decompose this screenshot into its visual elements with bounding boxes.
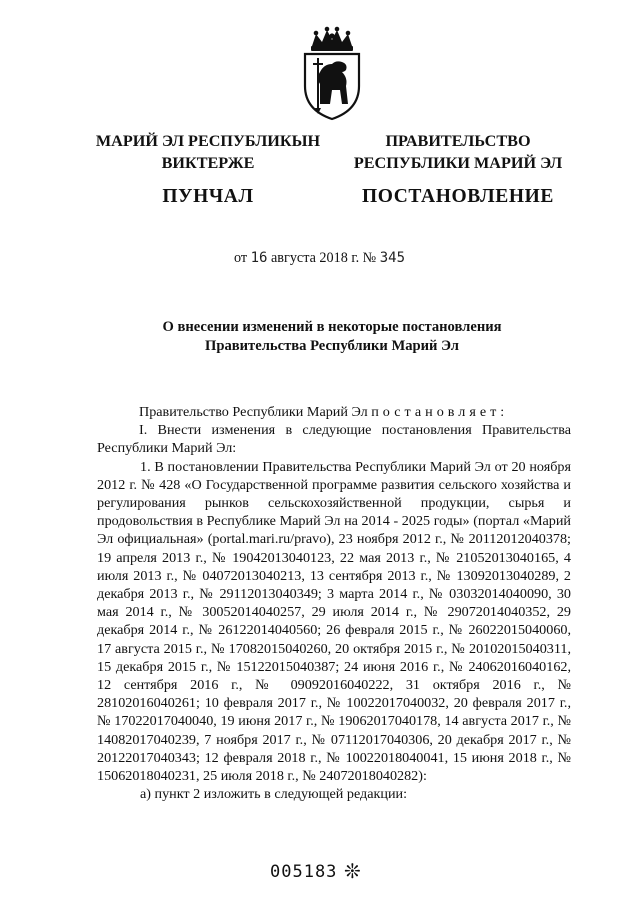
header-right-title: ПОСТАНОВЛЕНИЕ (361, 186, 555, 207)
subject-line2: Правительства Республики Марий Эл (205, 338, 459, 354)
body-intro-verb: постановляет: (371, 404, 509, 420)
header-left-title: ПУНЧАЛ (162, 186, 254, 207)
body-item-1-1: 1. В постановлении Правительства Республики Марий Эл от 20 ноября 2012 г. № 428 «О Государственной программе развития сельского хозяйства и регулирования рынков сельскохозяйственной продукции, сырья и продовольствия в Республике Марий Эл на 2014 - 2025 годы» (портал «Марий Эл официальная» (portal.mari.ru/pravo), 23 ноября 2012 г., № 20112012040378; 19 апреля 2013 г., № 19042013040123, 22 мая 2013 г., № 21052013040165, 4 июля 2013 г., № 04072013040213, 13 сентября 2013 г., № 13092013040289, 2 декабря 2013 г., № 29112013040349; 3 марта 2014 г., № 03032014040090, 30 мая 2014 г., № 30052014040257, 29 июля 2014 г., № 29072014040352, 29 декабря 2014 г., № 26122014040560; 26 февраля 2015 г., № 26022015040060, 17 августа 2015 г., № 17082015040260, 20 октября 2015 г., № 20102015040311, 15 декабря 2015 г., № 15122015040387; 24 июня 2016 г., № 24062016040162, 12 сентября 2016 г., № 09092016040222, 31 октября 2016 г., № 28102016040261; 10 февраля 2017 г., № 10022017040032, 20 февраля 2017 г., № 17022017040040, 19 июня 2017 г., № 19062017040178, 14 августа 2017 г., № 14082017040239, 7 ноября 2017 г., № 07112017040306, 20 декабря 2017 г., № 20122017040343; 12 февраля 2018 г., № 10022018040041, 15 июня 2018 г., № 15062018040231, 25 июля 2018 г., № 24072018040282): (97, 458, 571, 785)
body-item-1: I. Внести изменения в следующие постановления Правительства Республики Марий Эл: (97, 422, 571, 457)
header-right-line2: РЕСПУБЛИКИ МАРИЙ ЭЛ (353, 154, 563, 172)
body-item-a: а) пункт 2 изложить в следующей редакции: (140, 786, 408, 803)
decree-subject (140, 318, 524, 356)
header-left-line1: МАРИЙ ЭЛ РЕСПУБЛИКЫН (95, 132, 321, 150)
form-serial-number: 005183 (270, 862, 338, 882)
date-month-year: августа 2018 г. № (271, 250, 377, 266)
body-intro (97, 403, 571, 421)
decree-number: 345 (379, 250, 406, 266)
header-left-line2: ВИКТЕРЖЕ (161, 154, 255, 172)
decree-date-line (0, 250, 639, 267)
header-right-line1: ПРАВИТЕЛЬСТВО (385, 132, 531, 150)
body-intro-subject: Правительство Республики Марий Эл (139, 404, 368, 420)
date-day: 16 (250, 250, 268, 266)
header-right-block (353, 130, 563, 208)
snowflake-mark-icon: ❊ (344, 861, 361, 883)
header-left-block (92, 130, 324, 208)
subject-line1: О внесении изменений в некоторые постановления (162, 319, 502, 335)
date-prefix: от (233, 250, 248, 266)
coat-of-arms-emblem (298, 24, 366, 122)
decree-body (97, 403, 571, 803)
